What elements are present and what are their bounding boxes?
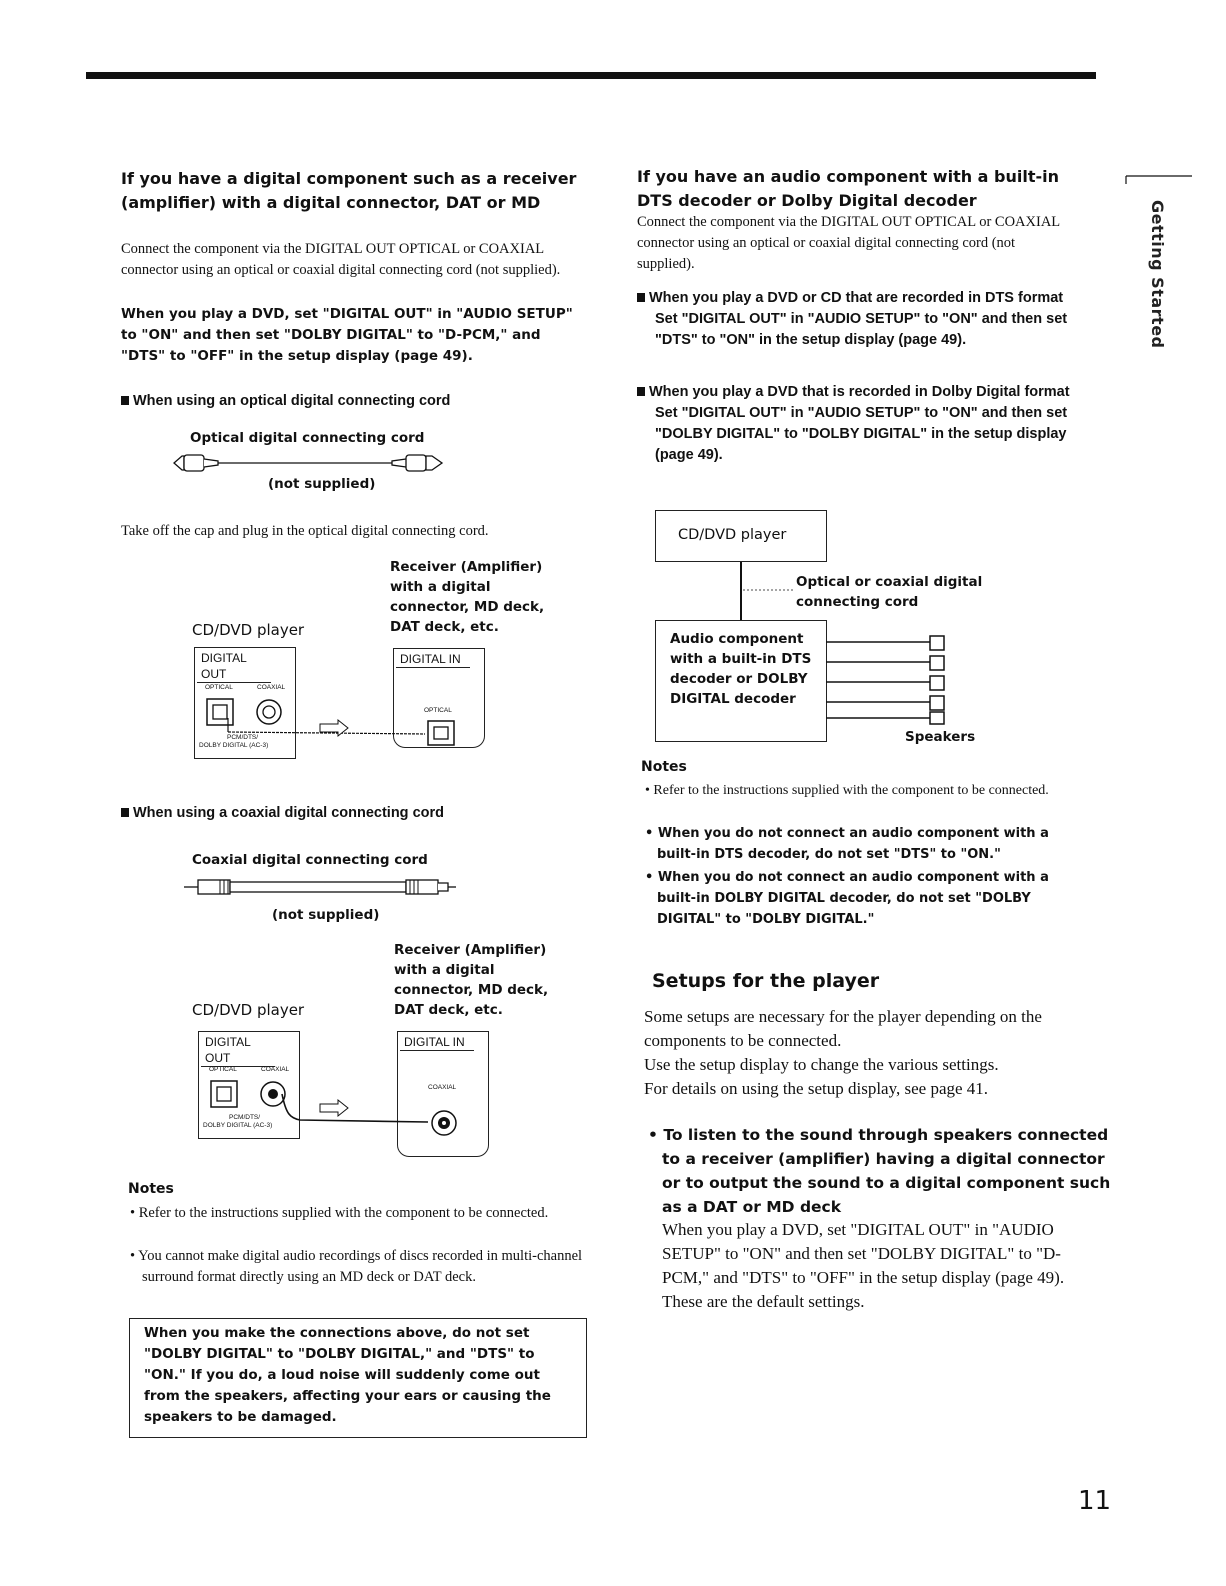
dolby-instruction: When you play a DVD that is recorded in Dolby Digital format Set "DIGITAL OUT" in "AUDIO SETUP" to "ON" and then set "DOLBY DIGITAL" to "DOLBY DIGITAL" in the setup display (page 49). <box>637 382 1087 466</box>
setups-intro: Some setups are necessary for the player depending on the components to be connected. <box>644 1007 1042 1050</box>
setups-use: Use the setup display to change the various settings. <box>644 1055 999 1074</box>
player-label-optical: CD/DVD player <box>192 621 305 639</box>
default-settings-bullet-title: • To listen to the sound through speakers connected to a receiver (amplifier) having a digital connector or to output the sound to a digital component such as a DAT or MD deck <box>648 1126 1111 1216</box>
dts-instruction: When you play a DVD or CD that are recorded in DTS format Set "DIGITAL OUT" in "AUDIO SETUP" to "ON" and then set "DTS" to "ON" in the setup display (page 49). <box>637 288 1087 351</box>
right-intro: Connect the component via the DIGITAL OUT OPTICAL or COAXIAL connector using an optical or coaxial digital connecting cord (not supplied). <box>637 214 1060 272</box>
right-note-3: • When you do not connect an audio component with a built-in DOLBY DIGITAL decoder, do not set "DOLBY DIGITAL" to "DOLBY DIGITAL." <box>645 870 1049 927</box>
right-note-2: • When you do not connect an audio component with a built-in DTS decoder, do not set "DTS" to "ON." <box>645 826 1049 862</box>
square-bullet-icon <box>121 396 129 405</box>
right-heading: If you have an audio component with a built-in DTS decoder or Dolby Digital decoder <box>637 167 1060 210</box>
coaxial-jack-label: COAXIAL <box>261 1066 290 1073</box>
left-notes-title: Notes <box>128 1181 174 1197</box>
optical-not-supplied: (not supplied) <box>268 476 376 492</box>
optical-in-label: OPTICAL <box>424 707 452 714</box>
side-tab-bracket <box>1124 172 1196 186</box>
coaxial-cord-label: Coaxial digital connecting cord <box>192 852 428 868</box>
top-rule <box>86 72 1096 79</box>
speakers-label: Speakers <box>905 729 976 745</box>
dolby-ac3-label: DOLBY DIGITAL (AC-3) <box>199 742 269 749</box>
coaxial-jack-label: COAXIAL <box>257 684 286 691</box>
optical-jack-label: OPTICAL <box>209 1066 237 1073</box>
left-note-1: • Refer to the instructions supplied with the component to be connected. <box>130 1205 549 1221</box>
optical-subheading: When using an optical digital connecting cord <box>121 391 450 412</box>
left-intro: Connect the component via the DIGITAL OUT OPTICAL or COAXIAL connector using an optical or coaxial digital connecting cord (not supplied). <box>121 241 561 278</box>
pcm-dts-label: PCM/DTS/ <box>227 734 259 741</box>
left-heading: If you have a digital component such as a receiver (amplifier) with a digital connector, DAT or MD <box>121 169 577 212</box>
receiver-label-coaxial: Receiver (Amplifier) with a digital connector, MD deck, DAT deck, etc. <box>394 942 549 1018</box>
cd-dvd-player-box: CD/DVD player <box>655 510 827 562</box>
optical-cord-label: Optical digital connecting cord <box>190 430 425 446</box>
digital-in-label: DIGITAL IN <box>396 651 470 668</box>
left-note-2: • You cannot make digital audio recordings of discs recorded in multi-channel surround format directly using an MD deck or DAT deck. <box>130 1248 583 1285</box>
coaxial-subheading: When using a coaxial digital connecting cord <box>121 803 444 824</box>
pcm-dts-label: PCM/DTS/ <box>229 1114 261 1121</box>
coaxial-in-label: COAXIAL <box>428 1084 457 1091</box>
digital-out-jacks-icon <box>207 1078 291 1112</box>
player-label-coaxial: CD/DVD player <box>192 1001 305 1019</box>
square-bullet-icon <box>637 293 645 302</box>
receiver-label-optical: Receiver (Amplifier) with a digital connector, MD deck, DAT deck, etc. <box>390 559 545 635</box>
page-number: 11 <box>1078 1486 1112 1516</box>
optical-cord-illustration <box>170 450 450 476</box>
digital-in-label: DIGITAL IN <box>400 1034 474 1051</box>
dolby-ac3-label: DOLBY DIGITAL (AC-3) <box>203 1122 273 1129</box>
coaxial-cord-illustration <box>180 874 460 900</box>
warning-text: When you make the connections above, do not set "DOLBY DIGITAL" to "DOLBY DIGITAL," and "DTS" to "ON." If you do, a loud noise will suddenly come out from the speakers, affecting your ears or causing the speakers to be damaged. <box>144 1325 551 1425</box>
warning-box <box>129 1318 587 1438</box>
digital-out-label: DIGITAL OUT <box>201 1034 275 1067</box>
square-bullet-icon <box>121 808 129 817</box>
setups-details: For details on using the setup display, see page 41. <box>644 1079 989 1098</box>
left-instruction: When you play a DVD, set "DIGITAL OUT" in "AUDIO SETUP" to "ON" and then set "DOLBY DIGITAL" to "D-PCM," and "DTS" to "OFF" in the setup display (page 49). <box>121 306 573 364</box>
cap-instruction: Take off the cap and plug in the optical digital connecting cord. <box>121 523 489 539</box>
right-notes-title: Notes <box>641 759 687 775</box>
player-digital-out-panel <box>194 647 296 759</box>
coaxial-connection-cable <box>280 1090 440 1130</box>
square-bullet-icon <box>637 387 645 396</box>
cord-label: Optical or coaxial digital connecting cord <box>796 574 983 610</box>
speaker-connections <box>826 630 956 726</box>
optical-jack-label: OPTICAL <box>205 684 233 691</box>
default-settings-body: When you play a DVD, set "DIGITAL OUT" in "AUDIO SETUP" to "ON" and then set "DOLBY DIGITAL" to "D-PCM," and "DTS" to "OFF" in the setup display (page 49). These are the default settings. <box>662 1220 1065 1311</box>
audio-component-box: Audio component with a built-in DTS decoder or DOLBY DIGITAL decoder <box>655 620 827 742</box>
coaxial-not-supplied: (not supplied) <box>272 907 380 923</box>
right-note-1: • Refer to the instructions supplied with the component to be connected. <box>645 783 1049 798</box>
setups-title: Setups for the player <box>652 970 880 992</box>
side-tab-getting-started: Getting Started <box>1148 200 1167 349</box>
optical-connection-cable <box>220 712 440 742</box>
digital-out-label: DIGITAL OUT <box>197 650 271 683</box>
